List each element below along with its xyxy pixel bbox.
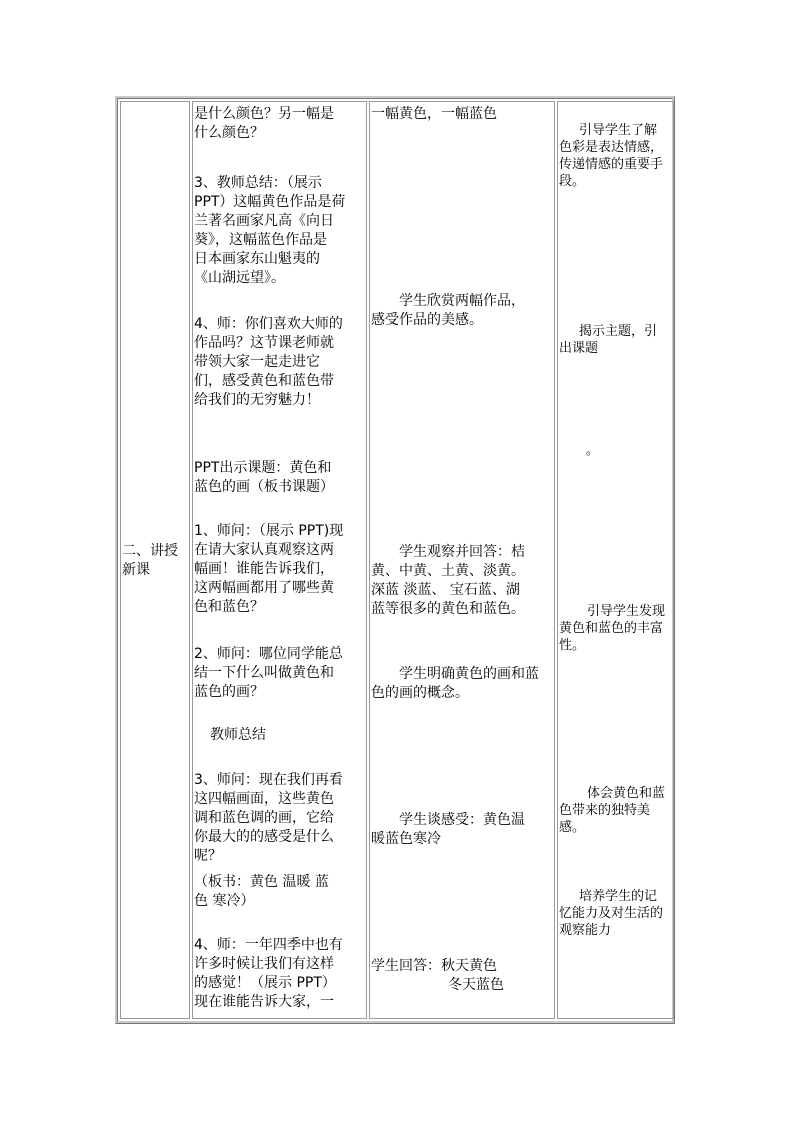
intent-4: 引导学生发现 黄色和蓝色的丰富 性。 <box>559 604 666 653</box>
teacher-summary-label: 教师总结 <box>210 727 266 743</box>
student-answer-4: 学生明确黄色的画和蓝 色的画的概念。 <box>371 666 539 701</box>
teacher-paragraph-10: 4、师：一年四季中也有 许多时候让我们有这样 的感觉！（展示 PPT） 现在谁能告诉大家，一 <box>194 937 343 1010</box>
intent-1: 引导学生了解 色彩是表达情感， 传递情感的重要手 段。 <box>559 123 664 189</box>
teacher-activity-cell <box>192 101 367 1019</box>
student-answer-6: 学生回答：秋天黄色 冬天蓝色 <box>371 958 504 993</box>
design-intent-cell <box>557 101 674 1019</box>
section-label: 二、讲授 新课 <box>122 543 178 578</box>
teacher-paragraph-1: 是什么颜色？另一幅是 什么颜色？ <box>194 106 334 141</box>
teacher-paragraph-6: 2、师问：哪位同学能总 结一下什么叫做黄色和 蓝色的画？ <box>194 646 343 700</box>
teacher-paragraph-5: 1、师问：（展示 PPT)现 在请大家认真观察这两 幅画！谁能告诉我们， 这两幅画都用了哪些黄 色和蓝色？ <box>194 523 344 615</box>
intent-2: 揭示主题，引 出课题 <box>559 324 658 356</box>
teacher-paragraph-2: 3、教师总结：（展示 PPT）这幅黄色作品是荷 兰著名画家凡高《向日 葵》，这幅蓝色作品是 日本画家东山魁夷的 《山湖远望》。 <box>194 175 346 286</box>
student-answer-5: 学生谈感受：黄色温 暖蓝色寒冷 <box>371 812 525 847</box>
student-answer-2: 学生欣赏两幅作品， 感受作品的美感。 <box>371 293 525 328</box>
student-answer-3: 学生观察并回答：桔 黄、中黄、土黄、淡黄。 深蓝 淡蓝、 宝石蓝、湖 蓝等很多的黄色和蓝色。 <box>371 544 525 617</box>
intent-3: 。 <box>586 443 600 458</box>
section-cell <box>120 101 190 1019</box>
blackboard-note: （板书：黄色 温暖 蓝 色 寒冷） <box>194 874 329 909</box>
intent-6: 培养学生的记 忆能力及对生活的 观察能力 <box>559 889 664 938</box>
student-activity-cell <box>369 101 555 1019</box>
lesson-plan-table <box>115 96 675 1024</box>
intent-5: 体会黄色和蓝 色带来的独特美 感。 <box>559 786 666 835</box>
student-answer-1: 一幅黄色，一幅蓝色 <box>371 106 497 122</box>
teacher-paragraph-4: PPT出示课题：黄色和 蓝色的画（板书课题） <box>194 460 334 495</box>
teacher-paragraph-3: 4、师：你们喜欢大师的 作品吗？这节课老师就 带领大家一起走进它 们，感受黄色和蓝色带 给我们的无穷魅力！ <box>194 316 343 408</box>
teacher-paragraph-8: 3、师问：现在我们再看 这四幅画面，这些黄色 调和蓝色调的画，它给 你最大的的感受是什么 呢？ <box>194 772 343 864</box>
